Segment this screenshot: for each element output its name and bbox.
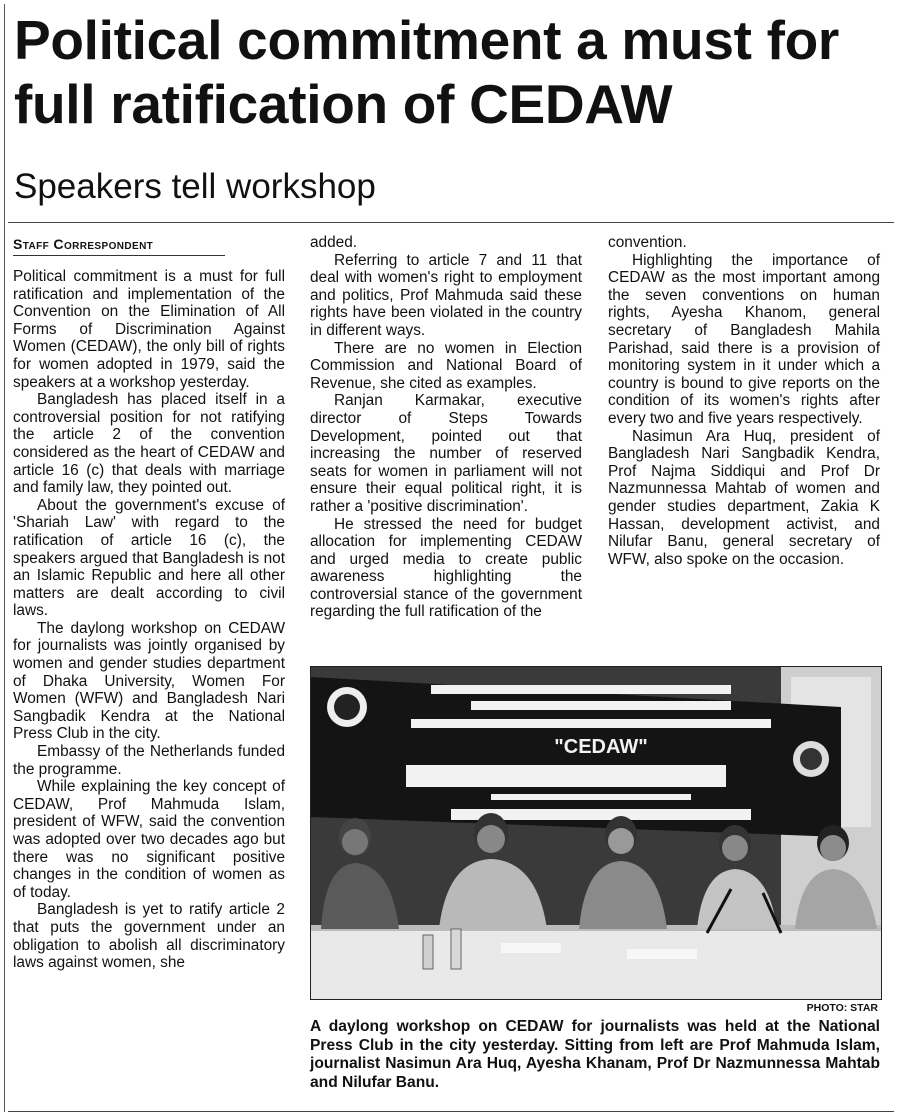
- column-2: [310, 234, 582, 621]
- paragraph: About the government's excuse of 'Shariah Law' with regard to the ratification of article 16 (c), the speakers argued that Bangladesh is not an Islamic Republic and here all other matters are dealt according to civil laws.: [13, 496, 285, 620]
- paragraph: He stressed the need for budget allocation for implementing CEDAW and urged media to create public awareness highlighting the controversial stance of the government regarding the full ratification of the: [310, 515, 582, 621]
- byline: Staff Correspondent: [13, 236, 225, 256]
- subheadline: Speakers tell workshop: [14, 167, 376, 206]
- divider: [8, 222, 894, 223]
- paragraph: The daylong workshop on CEDAW for journalists was jointly organised by women and gender studies department of Dhaka University, Women For Women (WFW) and Bangladesh Nari Sangbadik Kendra at the National Press Club in the city.: [13, 619, 285, 743]
- paragraph: Ranjan Karmakar, executive director of Steps Towards Development, pointed out that increasing the number of reserved seats for women in parliament will not ensure their equal political right, it is rather a 'positive discrimination'.: [310, 392, 582, 515]
- paragraph: Referring to article 7 and 11 that deal with women's right to employment and politics, Prof Mahmuda said these rights have been violated in the country in different ways.: [310, 251, 582, 339]
- paragraph: Political commitment is a must for full ratification and implementation of the Convention on the Elimination of All Forms of Discrimination Against Women (CEDAW), the only bill of rights for women adopted in 1979, said the speakers at a workshop yesterday.: [13, 268, 285, 391]
- paragraph: Embassy of the Netherlands funded the programme.: [13, 743, 285, 778]
- paragraph: convention.: [608, 234, 687, 251]
- paragraph: Bangladesh has placed itself in a controversial position for not ratifying the article 2 of the convention considered as the heart of CEDAW and article 16 (c) that deals with marriage and family law, they pointed out.: [13, 391, 285, 497]
- paragraph: Nasimun Ara Huq, president of Bangladesh Nari Sangbadik Kendra, Prof Najma Siddiqui and Prof Dr Nazmunnessa Mahtab of women and gender studies department, Zakia K Hassan, development activist, and Nilufar Banu, general secretary of WFW, also spoke on the occasion.: [608, 427, 880, 568]
- column-1: [13, 268, 285, 972]
- paragraph: While explaining the key concept of CEDAW, Prof Mahmuda Islam, president of WFW, said the convention was adopted over two decades ago but there was no significant positive changes in the condition of women as of today.: [13, 778, 285, 901]
- headline: Political commitment a must for full ratification of CEDAW: [14, 9, 840, 135]
- paragraph: Bangladesh is yet to ratify article 2 that puts the government under an obligation to abolish all discriminatory laws against women, she: [13, 901, 285, 972]
- paragraph: There are no women in Election Commission and National Board of Revenue, she cited as examples.: [310, 339, 582, 392]
- divider: [8, 1111, 894, 1112]
- workshop-photo: [310, 666, 882, 1000]
- banner-text: "CEDAW": [554, 736, 648, 758]
- column-3: [608, 234, 880, 568]
- paragraph: added.: [310, 234, 358, 251]
- paragraph: Highlighting the importance of CEDAW as the most important among the seven conventions on human rights, Ayesha Khanom, general secretary of Bangladesh Mahila Parishad, said there is a provision of monitoring system in it under which a country is bound to give reports on the condition of its women's rights after every two and five years respectively.: [608, 251, 880, 427]
- photo-caption: A daylong workshop on CEDAW for journalists was held at the National Press Club in the city yesterday. Sitting from left are Prof Mahmuda Islam, journalist Nasimun Ara Huq, Ayesha Khanam, Prof Dr Nazmunnessa Mahtab and Nilufar Banu.: [310, 1018, 880, 1091]
- photo-credit: PHOTO: STAR: [806, 1002, 878, 1014]
